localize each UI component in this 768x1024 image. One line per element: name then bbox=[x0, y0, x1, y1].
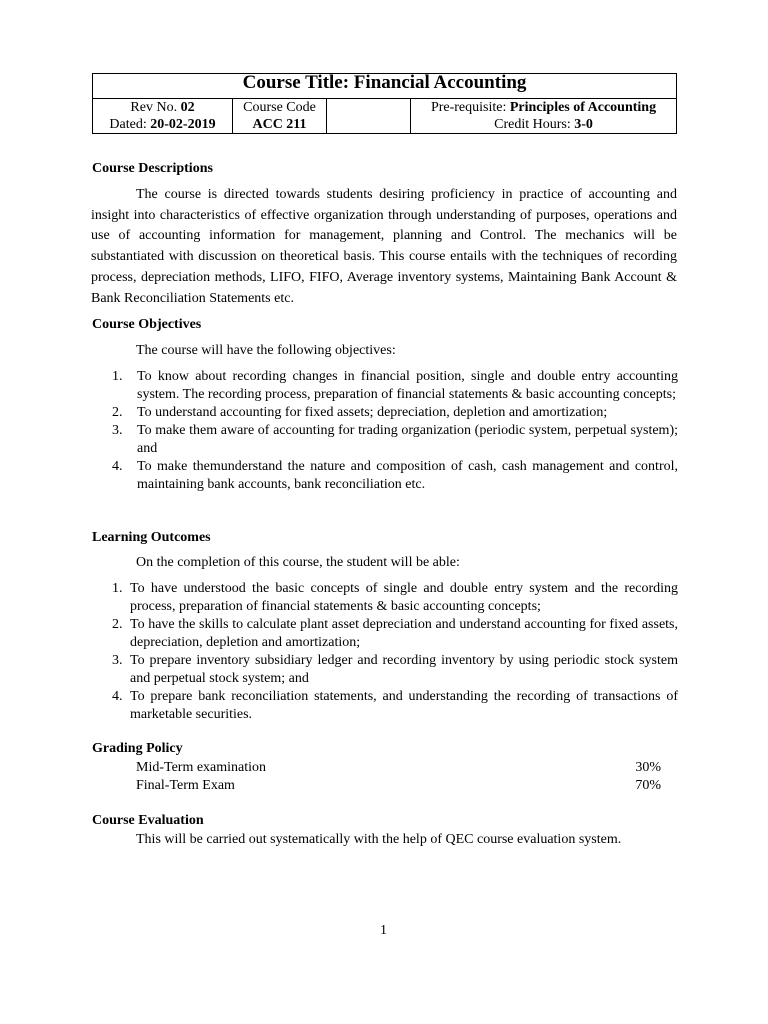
item-number: 2. bbox=[112, 617, 123, 632]
list-item bbox=[112, 616, 678, 652]
dated-value: 20-02-2019 bbox=[150, 117, 216, 132]
outcomes-intro: On the completion of this course, the student will be able: bbox=[136, 555, 460, 570]
course-code-label: Course Code bbox=[243, 100, 316, 115]
credit-label: Credit Hours: bbox=[494, 117, 575, 132]
item-text: To know about recording changes in financial position, single and double entry accounting system. The recording process, preparation of financial statements & basic accounting concepts; bbox=[137, 369, 678, 402]
descriptions-text: The course is directed towards students desiring proficiency in practice of accounting and insight into characteristics of effective organization through understanding of purposes, operations and use of accounting information for management, planning and Control. The mechanics will be substantiated with discussion on theoretical basis. This course entails with the techniques of recording process, depreciation methods, LIFO, FIFO, Average inventory systems, Maintaining Bank Account & Bank Reconciliation Statements etc. bbox=[91, 187, 677, 306]
item-text: To have the skills to calculate plant asset depreciation and understand accounting for fixed assets, depreciation, depletion and amortization; bbox=[130, 617, 678, 650]
outcomes-list bbox=[112, 580, 678, 724]
list-item bbox=[112, 422, 678, 458]
prerequisite-cell bbox=[411, 99, 677, 134]
course-code-cell bbox=[233, 99, 327, 134]
grading-value: 30% bbox=[635, 760, 661, 775]
list-item bbox=[112, 404, 678, 422]
item-number: 1. bbox=[112, 581, 123, 596]
grading-heading: Grading Policy bbox=[92, 741, 183, 756]
item-number: 2. bbox=[112, 405, 123, 420]
grading-row bbox=[136, 778, 661, 794]
item-text: To prepare bank reconciliation statements, and understanding the recording of transactions of marketable securities. bbox=[130, 689, 678, 722]
page-number: 1 bbox=[380, 923, 387, 938]
item-text: To make them aware of accounting for trading organization (periodic system, perpetual system); and bbox=[137, 423, 678, 456]
revision-cell bbox=[93, 99, 233, 134]
objectives-heading: Course Objectives bbox=[92, 317, 202, 332]
rev-label: Rev No. bbox=[130, 100, 181, 115]
grading-row bbox=[136, 760, 661, 776]
item-number: 3. bbox=[112, 653, 123, 668]
course-header-table bbox=[92, 73, 677, 134]
list-item bbox=[112, 688, 678, 724]
item-text: To prepare inventory subsidiary ledger and recording inventory by using periodic stock system and perpetual stock system; and bbox=[130, 653, 678, 686]
item-number: 4. bbox=[112, 689, 123, 704]
item-text: To have understood the basic concepts of single and double entry system and the recording process, preparation of financial statements & basic accounting concepts; bbox=[130, 581, 678, 614]
objectives-list bbox=[112, 368, 678, 494]
empty-cell bbox=[327, 99, 411, 134]
descriptions-paragraph bbox=[91, 185, 677, 309]
grading-value: 70% bbox=[635, 778, 661, 793]
grading-label: Final-Term Exam bbox=[136, 778, 235, 793]
dated-label: Dated: bbox=[109, 117, 151, 132]
outcomes-heading: Learning Outcomes bbox=[92, 530, 211, 545]
list-item bbox=[112, 652, 678, 688]
grading-label: Mid-Term examination bbox=[136, 760, 267, 775]
item-text: To understand accounting for fixed assets; depreciation, depletion and amortization; bbox=[137, 405, 608, 420]
prereq-label: Pre-requisite: bbox=[430, 100, 510, 115]
rev-value: 02 bbox=[180, 100, 195, 115]
item-number: 3. bbox=[112, 423, 123, 438]
list-item bbox=[112, 458, 678, 494]
descriptions-heading: Course Descriptions bbox=[92, 161, 213, 176]
course-title: Course Title: Financial Accounting bbox=[93, 74, 677, 99]
course-code-value: ACC 211 bbox=[252, 117, 307, 132]
item-text: To make themunderstand the nature and composition of cash, cash management and control, maintaining bank accounts, bank reconciliation etc. bbox=[137, 459, 678, 492]
list-item bbox=[112, 368, 678, 404]
evaluation-heading: Course Evaluation bbox=[92, 813, 204, 828]
prereq-value: Principles of Accounting bbox=[509, 100, 657, 115]
item-number: 4. bbox=[112, 459, 123, 474]
list-item bbox=[112, 580, 678, 616]
credit-value: 3-0 bbox=[574, 117, 593, 132]
evaluation-text: This will be carried out systematically with the help of QEC course evaluation system. bbox=[136, 832, 622, 847]
item-number: 1. bbox=[112, 369, 123, 384]
objectives-intro: The course will have the following objectives: bbox=[136, 343, 396, 358]
